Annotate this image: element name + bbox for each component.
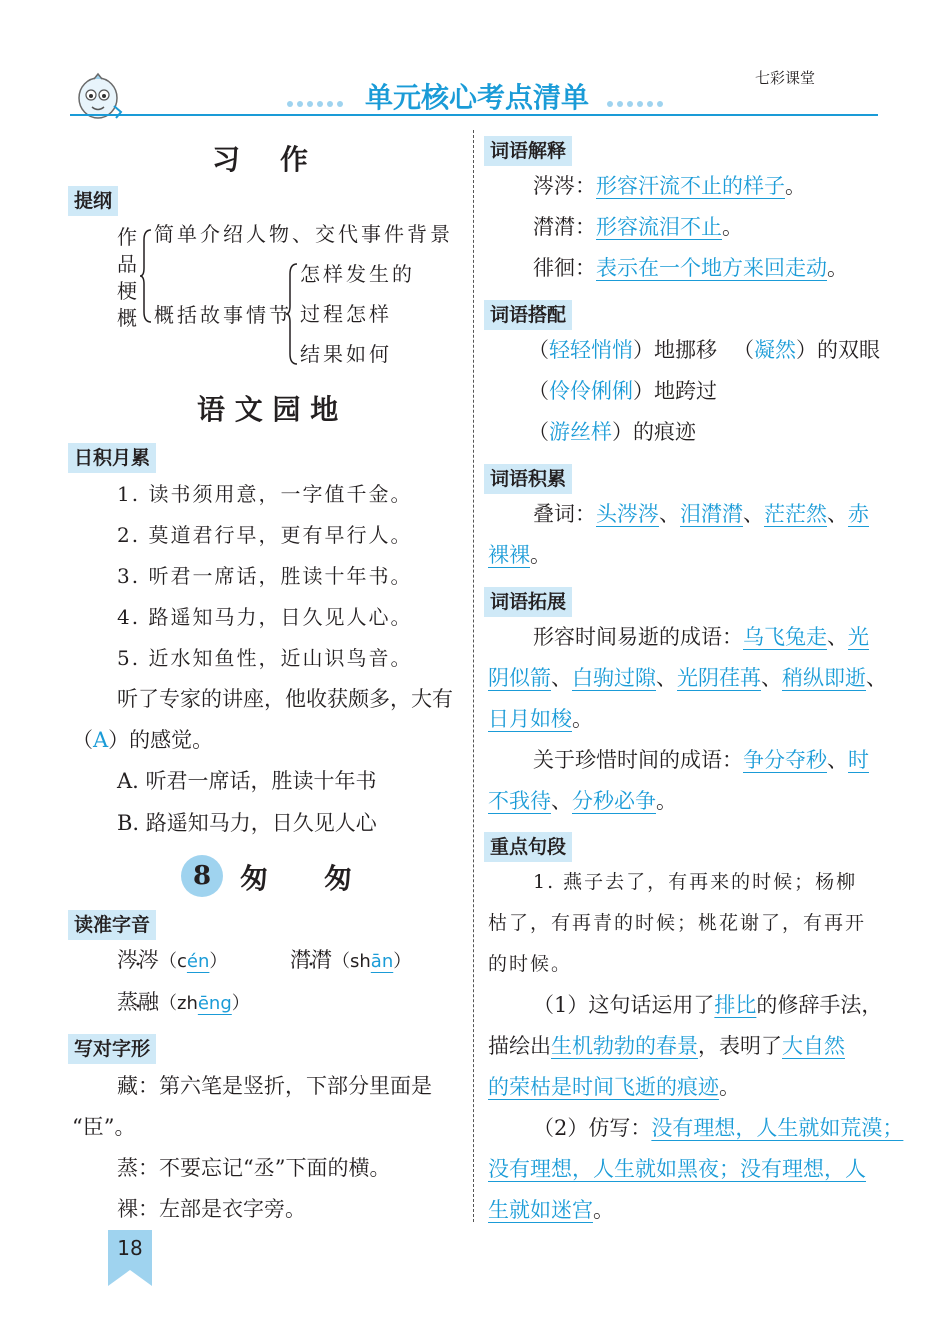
text: （2）仿写：: [533, 1116, 652, 1140]
outline-sub-item: 过程怎样: [300, 302, 392, 326]
collocation: ）地跨过: [633, 379, 717, 403]
punct: 、: [827, 748, 848, 772]
sentence-line-3: 的时候。: [488, 953, 573, 975]
outline-sub-item: 结果如何: [300, 342, 392, 366]
punct: 、: [866, 666, 887, 690]
answer: 争分夺秒: [743, 748, 827, 772]
answer: 阴似箭: [488, 666, 551, 690]
dapei-4: [528, 412, 696, 453]
column-divider: [473, 130, 474, 1222]
dapei-2: [733, 330, 880, 371]
pinyin-answer: ān: [370, 951, 394, 972]
word: 潸潸 •: [290, 948, 332, 972]
label: 叠词：: [533, 502, 596, 526]
answer: 头涔涔: [596, 502, 659, 526]
paren: （: [528, 338, 549, 362]
answer: 泪潸潸: [680, 502, 743, 526]
xiedui-3: 裸：左部是衣字旁。: [117, 1197, 306, 1221]
xiedui-label: 写对字形: [68, 1034, 156, 1064]
paren: （: [72, 728, 93, 752]
answer: 稍纵即逝: [782, 666, 866, 690]
answer: 时: [848, 748, 869, 772]
collocation: ）地挪移: [633, 338, 717, 362]
q1-line-3: [488, 1067, 740, 1108]
header-dots-left: [286, 93, 348, 101]
outline-brace-1: [139, 228, 153, 324]
pinyin-answer: ēng: [197, 993, 232, 1014]
answer: 的荣枯是时间飞逝的痕迹: [488, 1075, 719, 1099]
punct: 、: [551, 666, 572, 690]
jieshi-1: [533, 166, 806, 207]
brand-label: 七彩课堂: [755, 69, 816, 87]
question-line-2: [72, 720, 213, 761]
outline-sub-list: [300, 254, 415, 374]
dapei-3: [528, 371, 717, 412]
answer: 伶伶俐俐: [549, 379, 633, 403]
answer: 形容流泪不止: [596, 215, 722, 239]
punct: 、: [743, 502, 764, 526]
pinyin-suffix: ）: [209, 951, 228, 972]
xiedui-1-line-1: 藏：第六笔是竖折，下部分里面是: [117, 1074, 432, 1098]
outline-branch-2: 概括故事情节: [154, 303, 292, 327]
text: （1）这句话运用了: [533, 993, 715, 1017]
yuwen-title: 语 文 园 地: [197, 393, 339, 426]
term: 涔涔：: [533, 174, 596, 198]
term: 徘徊：: [533, 256, 596, 280]
answer: 大自然: [782, 1034, 845, 1058]
collocation: ）的痕迹: [612, 420, 696, 444]
pinyin-answer: én: [186, 951, 210, 972]
jieshi-2: [533, 207, 743, 248]
dieci-line-2: [488, 535, 551, 576]
term: 潸潸：: [533, 215, 596, 239]
mascot-icon: [74, 72, 126, 124]
jieshi-label: 词语解释: [484, 136, 572, 166]
answer: 轻轻悄悄: [549, 338, 633, 362]
punct: 、: [761, 666, 782, 690]
lesson-title: 匆 匆: [240, 862, 353, 895]
option-b: B. 路遥知马力，日久见人心: [117, 811, 377, 835]
answer: 光: [848, 625, 869, 649]
xiedui-1-line-2: “臣”。: [72, 1115, 136, 1139]
answer: 赤: [848, 502, 869, 526]
pinyin-suffix: ）: [393, 951, 412, 972]
paren: （: [733, 338, 754, 362]
punct: 。: [530, 543, 551, 567]
q2-line-3: [488, 1190, 614, 1231]
answer: 茫茫然: [764, 502, 827, 526]
root-char: 概: [117, 306, 137, 330]
sentence-line-1: 1. 燕子去了，有再来的时候；杨柳: [533, 871, 858, 893]
answer: 没有理想，人生就如黑夜；没有理想，人: [488, 1157, 866, 1181]
word: 涔涔 •: [117, 948, 159, 972]
header-rule: [70, 114, 878, 116]
word: 蒸融 •: [117, 990, 159, 1014]
text: 描绘出: [488, 1034, 551, 1058]
duzhun-label: 读准字音: [68, 910, 156, 940]
answer-a: A: [93, 728, 109, 752]
outline-branch-1: 简单介绍人物、交代事件背景: [154, 222, 453, 246]
pinyin-item-2: [290, 940, 411, 982]
pinyin-prefix: （sh: [332, 951, 371, 972]
dapei-label: 词语搭配: [484, 300, 572, 330]
answer: 白驹过隙: [572, 666, 656, 690]
q1-line-1: [533, 985, 882, 1026]
answer: 表示在一个地方来回走动: [596, 256, 827, 280]
rijiyuelei-label: 日积月累: [68, 443, 156, 473]
q2-line-2: [488, 1149, 866, 1190]
text: 的修辞手法，: [756, 993, 883, 1017]
answer: 凝然: [754, 338, 796, 362]
rijiyuelei-list: [117, 474, 412, 679]
tuozhan-1-line-2: [488, 658, 887, 699]
punct: 、: [656, 666, 677, 690]
list-item: 3. 听君一席话，胜读十年书。: [117, 564, 413, 588]
text: ，表明了: [698, 1034, 782, 1058]
outline-brace-2: [285, 262, 299, 366]
zhongdian-label: 重点句段: [484, 832, 572, 862]
answer: 裸裸: [488, 543, 530, 567]
dieci-line-1: [533, 494, 869, 535]
answer: 游丝样: [549, 420, 612, 444]
punct: 。: [656, 789, 677, 813]
answer: 形容汗流不止的样子: [596, 174, 785, 198]
punct: 。: [785, 174, 806, 198]
header-dots-right: [606, 93, 668, 101]
page-number: 18: [117, 1236, 143, 1260]
sentence-line-2: 枯了，有再青的时候；桃花谢了，有再开: [488, 912, 867, 934]
pinyin-item-1: [117, 940, 227, 982]
lesson-number-badge: [181, 855, 223, 897]
tuozhan-1-line-3: [488, 699, 593, 740]
answer: 排比: [714, 993, 757, 1017]
tuozhan-2-line-2: [488, 781, 677, 822]
root-char: 作: [117, 225, 137, 249]
punct: 、: [827, 625, 848, 649]
tuozhan-2-line-1: [533, 740, 869, 781]
collocation: ）的双眼: [796, 338, 880, 362]
list-item: 1. 读书须用意，一字值千金。: [117, 482, 413, 506]
answer: 生就如迷宫: [488, 1198, 593, 1222]
punct: 。: [719, 1075, 740, 1099]
outline-sub-item: 怎样发生的: [300, 262, 415, 286]
question-line-1: 听了专家的讲座，他收获颇多，大有: [117, 687, 453, 711]
punct: 。: [827, 256, 848, 280]
q1-line-2: [488, 1026, 845, 1067]
label: 形容时间易逝的成语：: [533, 625, 743, 649]
punct: 。: [572, 707, 593, 731]
xiedui-2: 蒸：不要忘记“丞”下面的横。: [117, 1156, 391, 1180]
question-tail: ）的感觉。: [108, 728, 214, 752]
jieshi-3: [533, 248, 848, 289]
answer: 没有理想，人生就如荒漠；: [651, 1116, 904, 1140]
answer: 不我待: [488, 789, 551, 813]
answer: 光阴荏苒: [677, 666, 761, 690]
xizuo-title: 习 作: [212, 143, 315, 176]
root-char: 梗: [117, 279, 137, 303]
punct: 。: [593, 1198, 614, 1222]
list-item: 4. 路遥知马力，日久见人心。: [117, 605, 413, 629]
label: 关于珍惜时间的成语：: [533, 748, 743, 772]
punct: 、: [551, 789, 572, 813]
pinyin-suffix: ）: [231, 993, 250, 1014]
answer: 日月如梭: [488, 707, 572, 731]
header-title: 单元核心考点清单: [365, 81, 590, 114]
answer: 生机勃勃的春景: [551, 1034, 698, 1058]
outline-root: [117, 224, 139, 332]
pinyin-item-3: [117, 982, 250, 1024]
root-char: 品: [117, 252, 137, 276]
punct: 、: [827, 502, 848, 526]
tigang-label: 提纲: [68, 186, 118, 216]
list-item: 2. 莫道君行早，更有早行人。: [117, 523, 413, 547]
pinyin-prefix: （c: [159, 951, 187, 972]
pinyin-prefix: （zh: [159, 993, 198, 1014]
punct: 。: [722, 215, 743, 239]
answer: 分秒必争: [572, 789, 656, 813]
tuozhan-1-line-1: [533, 617, 869, 658]
jilei-label: 词语积累: [484, 464, 572, 494]
punct: 、: [659, 502, 680, 526]
option-a: A. 听君一席话，胜读十年书: [117, 769, 377, 793]
answer: 乌飞兔走: [743, 625, 827, 649]
dapei-1: [528, 330, 717, 371]
list-item: 5. 近水知鱼性，近山识鸟音。: [117, 646, 413, 670]
lesson-number: 8: [192, 861, 212, 891]
q2-line-1: [533, 1108, 903, 1149]
paren: （: [528, 379, 549, 403]
paren: （: [528, 420, 549, 444]
tuozhan-label: 词语拓展: [484, 587, 572, 617]
